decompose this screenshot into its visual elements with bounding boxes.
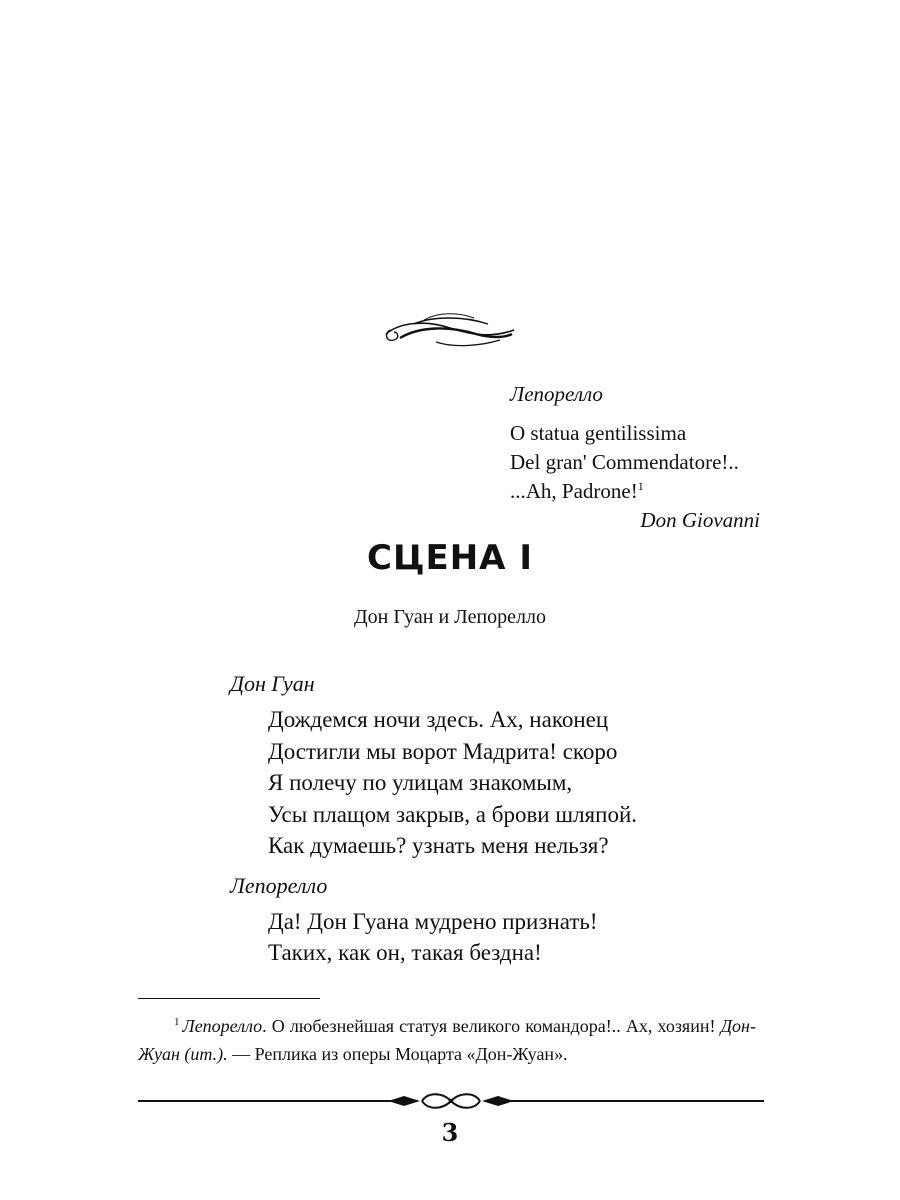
footnote-text: — Реплика из оперы Моцарта «Дон-Жуан».: [227, 1044, 568, 1064]
epigraph-line: [510, 477, 760, 506]
speech-block: [230, 870, 790, 969]
speech-lines: [268, 906, 790, 969]
speech-speaker: Дон Гуан: [230, 671, 315, 696]
epigraph-source: Don Giovanni: [640, 508, 760, 532]
page-number: 3: [441, 1118, 459, 1147]
dialogue: [230, 668, 790, 977]
verse-line: Я полечу по улицам знакомым,: [268, 770, 573, 795]
footnote-number: 1: [174, 1016, 180, 1028]
footnote: [138, 1012, 756, 1068]
footnote-text: . О любезнейшая статуя великого командора!.. Ах, хозяин!: [262, 1016, 721, 1036]
footnote-divider: [138, 998, 320, 999]
epigraph: [510, 380, 760, 535]
speech-speaker: Лепорелло: [230, 872, 328, 898]
verse-line: Дождемся ночи здесь. Ах, наконец: [268, 707, 609, 732]
verse-line: Да! Дон Гуана мудрено признать!: [268, 908, 598, 934]
verse-line: Достигли мы ворот Мадрита! скоро: [268, 738, 618, 764]
epigraph-speaker: Лепорелло: [510, 382, 603, 406]
speech-lines: [268, 704, 790, 862]
verse-line: Таких, как он, такая бездна!: [268, 940, 542, 965]
divider-ornament-icon: [138, 1090, 764, 1112]
flourish-ornament-icon: [380, 308, 520, 352]
epigraph-line: O statua gentilissima: [510, 421, 687, 445]
scene-title: СЦЕНА I: [367, 538, 533, 578]
verse-line: Как думаешь? узнать меня нельзя?: [268, 833, 609, 858]
epigraph-line: Del gran' Commendatore!..: [510, 450, 739, 474]
speech-block: [230, 668, 790, 862]
footnote-speaker: Лепорелло: [182, 1016, 263, 1036]
footnote-marker: 1: [637, 479, 644, 493]
footnote-source: Дон-Жуан (ит.).: [138, 1016, 756, 1064]
verse-line: Усы плащом закрыв, а брови шляпой.: [268, 801, 637, 827]
scene-characters: Дон Гуан и Лепорелло: [353, 606, 546, 628]
epigraph-line-text: ...Ah, Padrone!: [510, 479, 638, 503]
